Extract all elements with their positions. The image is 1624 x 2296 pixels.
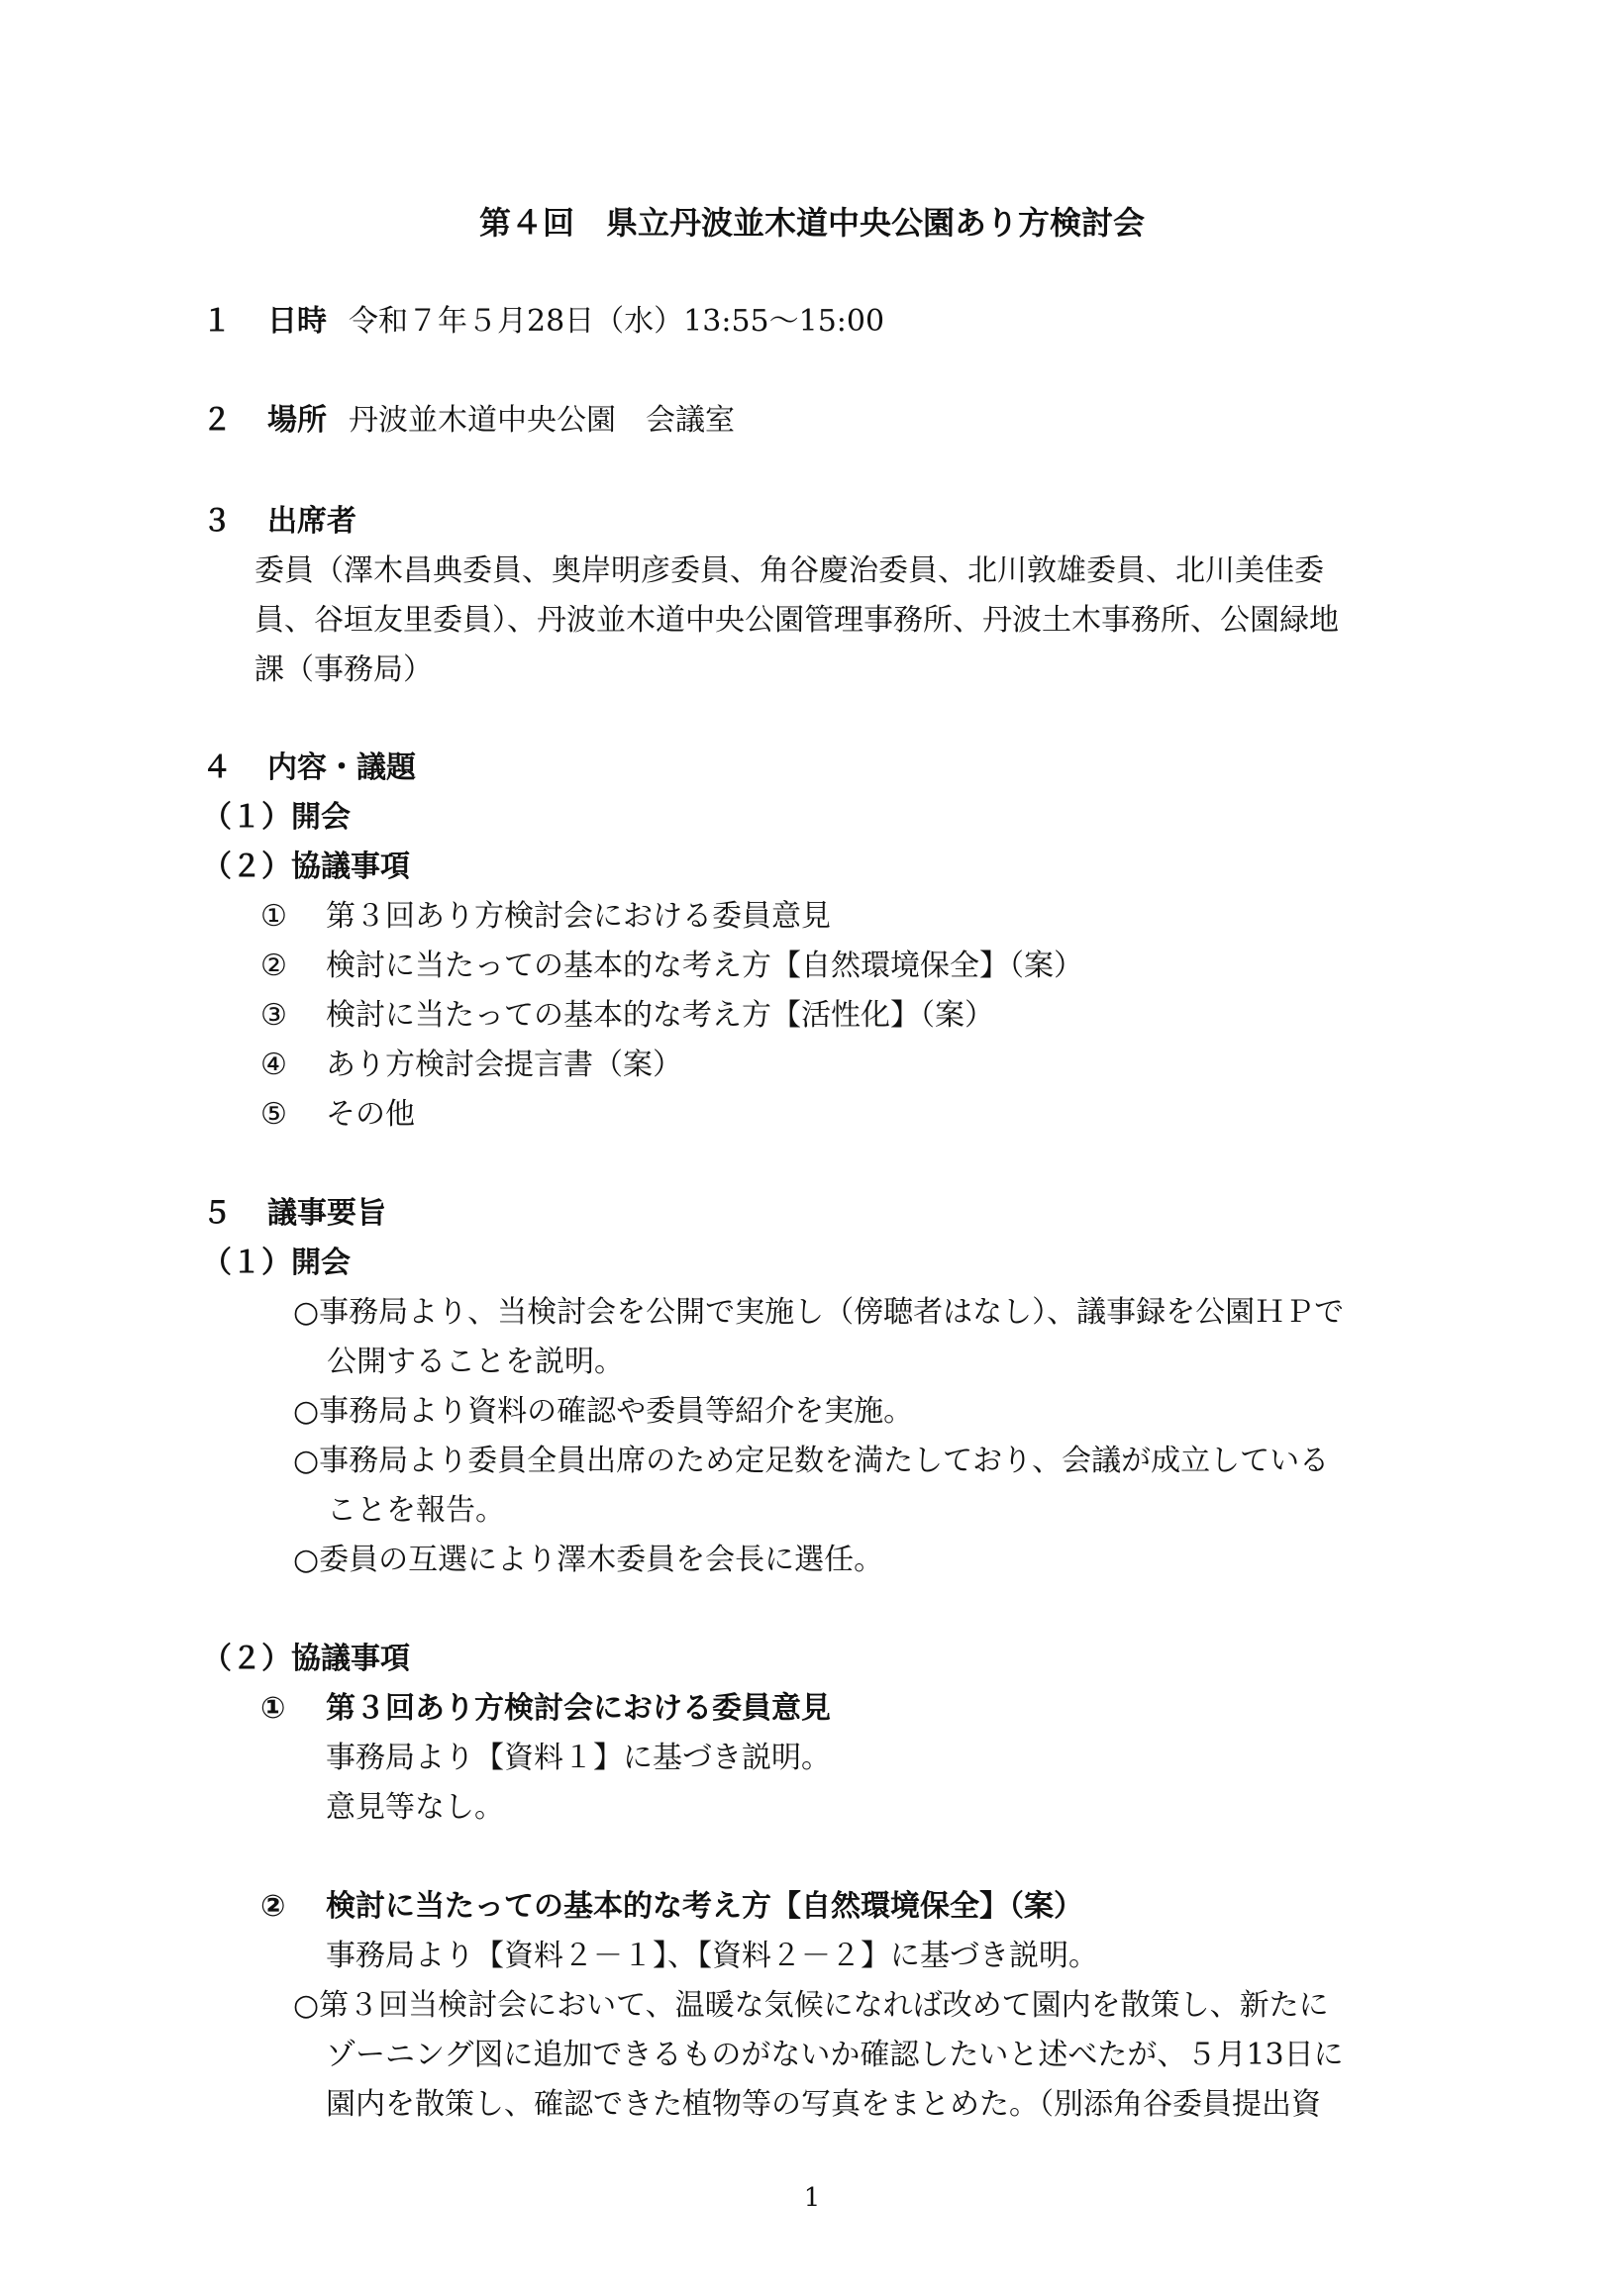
section-number: ３ (202, 504, 232, 539)
agenda-item (260, 1046, 682, 1085)
section-heading: 議事要旨 (267, 1196, 386, 1231)
item-text: 検討に当たっての基本的な考え方【自然環境保全】（案） (326, 948, 1083, 983)
agenda-item (260, 947, 1083, 986)
section-number: ２ (202, 403, 232, 438)
attendees-line: 課（事務局） (254, 652, 433, 687)
section-heading: 場所 (267, 403, 327, 438)
agenda-item (260, 996, 994, 1036)
section-2 (202, 401, 735, 441)
item-mark: ② (260, 1889, 286, 1924)
minutes-line: ゾーニング図に追加できるものがないか確認したいと述べたが、５月13日に (326, 2038, 1344, 2072)
section-5 (202, 1194, 386, 1234)
page-number: 1 (803, 2183, 821, 2213)
section-number: １ (202, 304, 232, 339)
section-number: ４ (202, 750, 232, 785)
subsection-heading: （２）協議事項 (202, 1642, 410, 1676)
attendees-line: 員、谷垣友里委員）、丹波並木道中央公園管理事務所、丹波土木事務所、公園緑地 (254, 603, 1339, 638)
attendees-line: 委員（澤木昌典委員、奥岸明彦委員、角谷慶治委員、北川敦雄委員、北川美佳委 (254, 553, 1324, 588)
minutes-line: ○委員の互選により澤木委員を会長に選任。 (293, 1543, 884, 1577)
discussion-item-heading (260, 1887, 1083, 1927)
section-heading: 内容・議題 (267, 750, 416, 785)
item-heading: 第３回あり方検討会における委員意見 (326, 1691, 831, 1726)
item-mark: ① (260, 1691, 286, 1726)
meeting-place: 丹波並木道中央公園 会議室 (349, 403, 735, 438)
section-heading: 出席者 (267, 504, 356, 539)
item-mark: ⑤ (260, 1097, 287, 1132)
agenda-item (260, 897, 831, 937)
subsection-heading: （２）協議事項 (202, 849, 410, 884)
discussion-item-heading (260, 1689, 831, 1729)
agenda-item (260, 1095, 415, 1135)
minutes-line: ○事務局より委員全員出席のため定足数を満たしており、会議が成立している (293, 1444, 1330, 1478)
item-mark: ④ (260, 1048, 287, 1082)
minutes-line: 公開することを説明。 (327, 1345, 624, 1379)
item-mark: ② (260, 948, 287, 983)
section-3 (202, 502, 356, 542)
minutes-line: 事務局より【資料１】に基づき説明。 (326, 1741, 831, 1775)
page-title: 第４回 県立丹波並木道中央公園あり方検討会 (478, 204, 1145, 242)
minutes-line: 意見等なし。 (326, 1790, 504, 1825)
section-number: ５ (202, 1196, 232, 1231)
minutes-line: ○事務局より、当検討会を公開で実施し（傍聴者はなし）、議事録を公園ＨＰで (293, 1295, 1345, 1330)
minutes-line: ○第３回当検討会において、温暖な気候になれば改めて園内を散策し、新たに (293, 1988, 1329, 2023)
minutes-line: ことを報告。 (327, 1493, 505, 1528)
item-mark: ③ (260, 998, 287, 1033)
item-text: 検討に当たっての基本的な考え方【活性化】（案） (326, 998, 994, 1033)
minutes-line: 園内を散策し、確認できた植物等の写真をまとめた。（別添角谷委員提出資 (326, 2087, 1321, 2122)
minutes-line: 事務局より【資料２－１】、【資料２－２】に基づき説明。 (326, 1939, 1098, 1973)
section-4 (202, 749, 416, 788)
item-text: その他 (326, 1097, 415, 1132)
item-text: あり方検討会提言書（案） (326, 1048, 682, 1082)
section-heading: 日時 (267, 304, 327, 339)
subsection-heading: （１）開会 (202, 1246, 351, 1280)
minutes-line: ○事務局より資料の確認や委員等紹介を実施。 (293, 1394, 914, 1429)
item-heading: 検討に当たっての基本的な考え方【自然環境保全】（案） (326, 1889, 1083, 1924)
subsection-heading: （１）開会 (202, 800, 351, 835)
item-mark: ① (260, 899, 287, 934)
section-1 (202, 302, 884, 342)
item-text: 第３回あり方検討会における委員意見 (326, 899, 831, 934)
meeting-date: 令和７年５月28日（水）13:55～15:00 (349, 304, 885, 339)
